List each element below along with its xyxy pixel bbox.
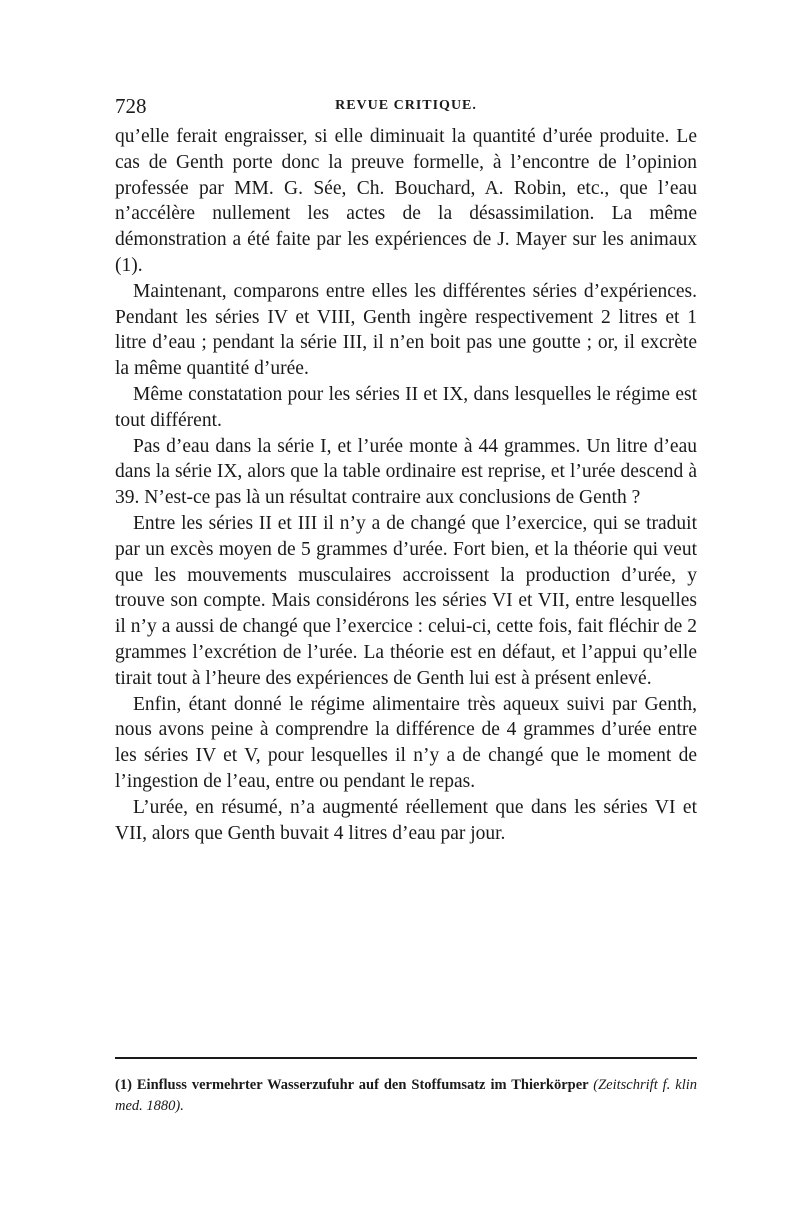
paragraph: qu’elle ferait engraisser, si elle diminuait la quantité d’urée produite. Le cas de Genth porte donc la preuve formelle, à l’encontre de l’opinion professée par MM. G. Sée, Ch. Bouchard, A. Robin, etc., que l’eau n’accélère nullement les actes de la désassimilation. La même démonstration a été faite par les expériences de J. Mayer sur les animaux (1).: [115, 126, 697, 276]
paragraph: Entre les séries II et III il n’y a de changé que l’exercice, qui se traduit par un excès moyen de 5 grammes d’urée. Fort bien, et la théorie qui veut que les mouvements musculaires accroissent la production d’urée, y trouve son compte. Mais considérons les séries VI et VII, entre lesquelles il n’y a aussi de changé que l’exercice : celui-ci, cette fois, fait fléchir de 2 grammes l’excrétion de l’urée. La théorie est en défaut, et l’appui qu’elle tirait tout à l’heure des expériences de Genth lui est à présent enlevé.: [115, 512, 697, 689]
footnote-separator: [115, 1057, 697, 1059]
running-title: REVUE CRITIQUE.: [335, 98, 477, 113]
paragraph: Pas d’eau dans la série I, et l’urée monte à 44 grammes. Un litre d’eau dans la série IX, alors que la table ordinaire est reprise, et l’urée descend à 39. N’est-ce pas là un résultat contraire aux conclusions de Genth ?: [115, 435, 697, 509]
paragraph: Même constatation pour les séries II et IX, dans lesquelles le régime est tout différent.: [115, 383, 697, 431]
footnote: [115, 1075, 697, 1117]
footnote-marker: (1): [115, 1077, 132, 1093]
paragraph: L’urée, en résumé, n’a augmenté réellement que dans les séries VI et VII, alors que Genth buvait 4 litres d’eau par jour.: [115, 796, 697, 844]
paragraph: Enfin, étant donné le régime alimentaire très aqueux suivi par Genth, nous avons peine à comprendre la différence de 4 grammes d’urée entre les séries IV et V, pour lesquelles il n’y a de changé que le moment de l’ingestion de l’eau, entre ou pendant le repas.: [115, 693, 697, 792]
page-number: 728: [115, 94, 147, 118]
page-header: [115, 94, 697, 120]
footnote-text: Einfluss vermehrter Wasserzufuhr auf den Stoffumsatz im Thierkörper: [136, 1077, 589, 1093]
footnote-source: (Zeitschrift f. klin med. 1880).: [115, 1077, 698, 1114]
paragraph: Maintenant, comparons entre elles les différentes séries d’expériences. Pendant les séries IV et VIII, Genth ingère respectivement 2 litres et 1 litre d’eau ; pendant la série III, il n’en boit pas une goutte ; or, il excrète la même quantité d’urée.: [115, 280, 697, 380]
body-text: [115, 124, 697, 846]
